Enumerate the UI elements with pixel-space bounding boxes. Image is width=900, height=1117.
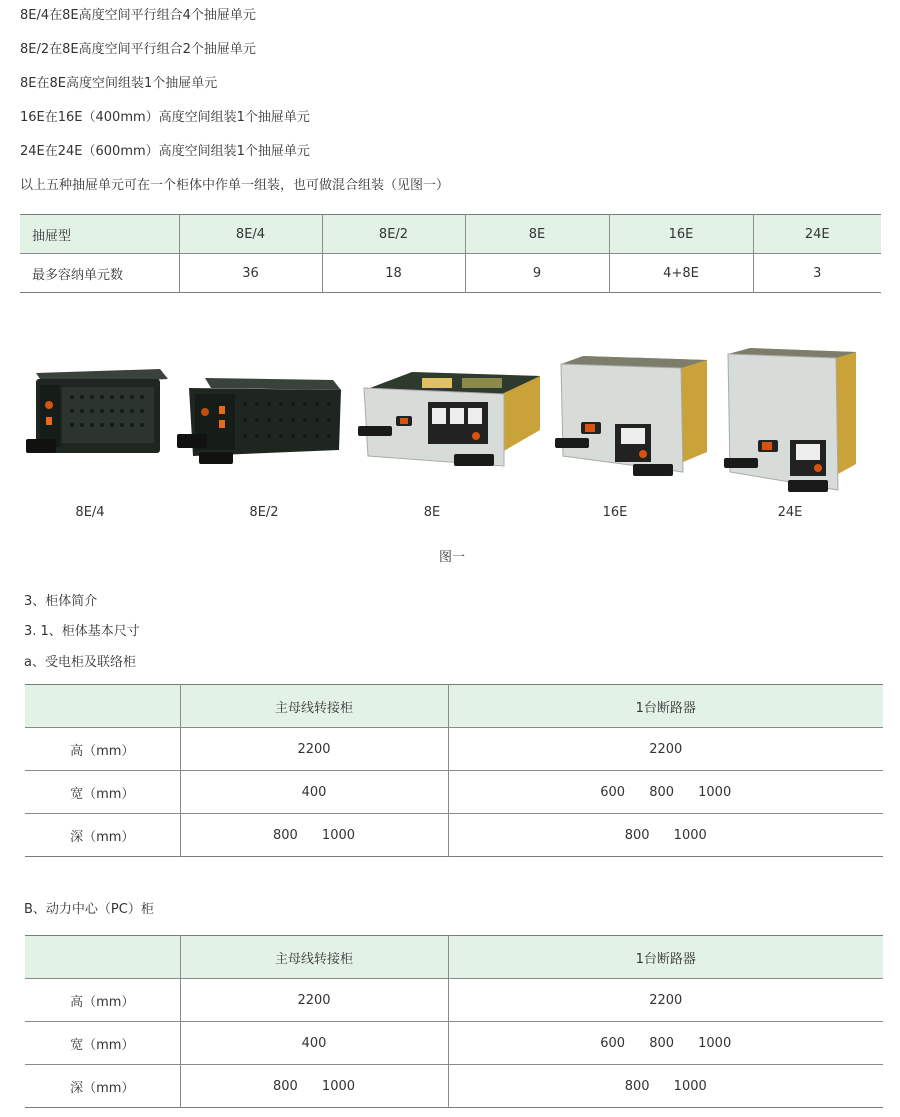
table-a-header [25, 685, 883, 728]
drawer-capacity-table [20, 214, 881, 293]
row-label-width: 宽（mm） [25, 771, 180, 814]
drawer-table-row [20, 254, 881, 293]
width-busbar: 400 [180, 771, 448, 814]
figure-title: 图一 [438, 550, 465, 565]
row-label-depth: 深（mm） [25, 1065, 180, 1108]
width-busbar: 400 [180, 1022, 448, 1065]
section-heading-3-1: 3. 1、柜体基本尺寸 [24, 624, 140, 639]
table-row [25, 1065, 883, 1108]
intro-line-4: 16E在16E（400mm）高度空间组装1个抽屉单元 [20, 110, 310, 125]
caption-16e: 16E [602, 505, 628, 520]
table-b-header-busbar: 主母线转接柜 [180, 936, 448, 979]
height-busbar: 2200 [180, 728, 448, 771]
depth-busbar: 800 1000 [180, 1065, 448, 1108]
max-units-8e4: 36 [179, 254, 322, 293]
table-a-header-breaker: 1台断路器 [448, 685, 883, 728]
cabinet-table-a [25, 684, 883, 857]
drawer-type-8e4: 8E/4 [179, 215, 322, 254]
max-units-label: 最多容纳单元数 [20, 254, 179, 293]
width-breaker: 600 800 1000 [448, 1022, 883, 1065]
height-busbar: 2200 [180, 979, 448, 1022]
table-a-header-busbar: 主母线转接柜 [180, 685, 448, 728]
height-breaker: 2200 [448, 979, 883, 1022]
caption-8e2: 8E/2 [249, 505, 279, 520]
depth-breaker: 800 1000 [624, 827, 707, 843]
drawer-type-8e: 8E [465, 215, 609, 254]
max-units-24e: 3 [813, 265, 822, 281]
caption-24e: 24E [777, 505, 803, 520]
table-row [25, 1022, 883, 1065]
intro-line-3: 8E在8E高度空间组装1个抽屉单元 [20, 76, 218, 91]
table-b-header-blank [25, 936, 180, 979]
table-row [25, 979, 883, 1022]
table-row [25, 814, 883, 857]
table-b-header [25, 936, 883, 979]
intro-line-2: 8E/2在8E高度空间平行组合2个抽屉单元 [20, 42, 256, 57]
intro-line-6: 以上五种抽屉单元可在一个柜体中作单一组装，也可做混合组装（见图一） [20, 178, 450, 193]
drawer-photo-24e [722, 346, 862, 496]
row-label-height: 高（mm） [25, 728, 180, 771]
table-b-title: B、动力中心（PC）柜 [24, 902, 154, 917]
drawer-type-16e: 16E [609, 215, 753, 254]
max-units-8e: 9 [465, 254, 609, 293]
drawer-photo-16e [553, 354, 715, 482]
caption-8e: 8E [423, 505, 441, 520]
max-units-16e: 4+8E [609, 254, 753, 293]
row-label-width: 宽（mm） [25, 1022, 180, 1065]
drawer-photo-8e [352, 368, 546, 474]
drawer-photo-8e4 [22, 365, 170, 465]
drawer-type-8e2: 8E/2 [322, 215, 465, 254]
drawer-type-24e: 24E [753, 215, 881, 254]
height-breaker: 2200 [448, 728, 883, 771]
section-heading-3: 3、柜体简介 [24, 594, 98, 609]
width-breaker: 600 800 1000 [448, 771, 883, 814]
depth-breaker: 800 1000 [624, 1078, 707, 1094]
intro-line-5: 24E在24E（600mm）高度空间组装1个抽屉单元 [20, 144, 310, 159]
max-units-8e2: 18 [322, 254, 465, 293]
drawer-type-label: 抽屉型 [20, 215, 179, 254]
table-b-header-breaker: 1台断路器 [448, 936, 883, 979]
drawer-photo-8e2 [175, 372, 345, 468]
drawer-table-header [20, 215, 881, 254]
table-a-title: a、受电柜及联络柜 [24, 655, 136, 670]
caption-8e4: 8E/4 [75, 505, 105, 520]
cabinet-table-b [25, 935, 883, 1108]
row-label-height: 高（mm） [25, 979, 180, 1022]
table-row [25, 771, 883, 814]
depth-busbar: 800 1000 [180, 814, 448, 857]
table-a-header-blank [25, 685, 180, 728]
row-label-depth: 深（mm） [25, 814, 180, 857]
table-row [25, 728, 883, 771]
intro-line-1: 8E/4在8E高度空间平行组合4个抽屉单元 [20, 8, 256, 23]
